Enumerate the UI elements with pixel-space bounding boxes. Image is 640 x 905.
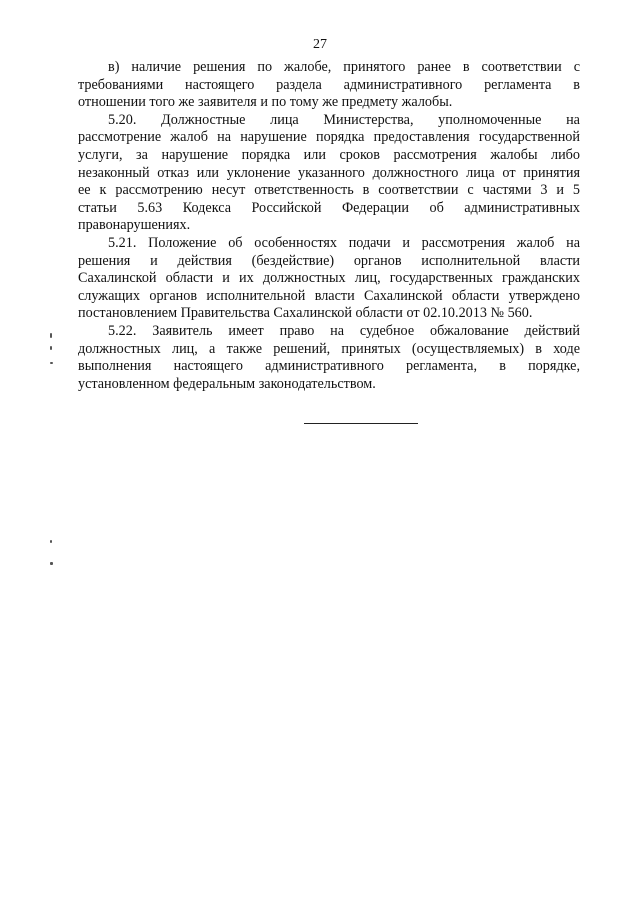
text-line: 5.20. Должностные лица Министерства, уполномоченные на xyxy=(108,111,580,128)
text-line: услуги, за нарушение порядка или сроков рассмотрения жалобы либо xyxy=(78,146,580,163)
end-of-text-rule xyxy=(304,423,418,424)
text-line: установленном федеральным законодательством. xyxy=(78,375,376,392)
scan-speck xyxy=(50,540,52,543)
text-line: незаконный отказ или уклонение указанного должностного лица от принятия xyxy=(78,164,580,181)
document-body xyxy=(78,59,580,393)
text-line: ее к рассмотрению несут ответственность в соответствии с частями 3 и 5 xyxy=(78,182,580,199)
text-line: 5.22. Заявитель имеет право на судебное обжалование действий xyxy=(108,322,580,339)
text-line: должностных лиц, а также решений, принятых (осуществляемых) в ходе xyxy=(78,340,580,357)
scan-speck xyxy=(50,562,53,565)
text-line: выполнения настоящего административного регламента, в порядке, xyxy=(78,358,580,375)
text-line: отношении того же заявителя и по тому же предмету жалобы. xyxy=(78,94,453,111)
scan-speck xyxy=(50,362,53,364)
text-line: Сахалинской области и их должностных лиц, государственных гражданских xyxy=(78,270,580,287)
text-line: в) наличие решения по жалобе, принятого ранее в соответствии с xyxy=(108,59,580,75)
page-number: 27 xyxy=(313,37,327,52)
text-line: рассмотрение жалоб на нарушение порядка предоставления государственной xyxy=(78,129,580,146)
text-line: служащих органов исполнительной власти Сахалинской области утверждено xyxy=(78,287,580,304)
paragraph-5-20 xyxy=(78,112,580,235)
paragraph-5-22 xyxy=(78,323,580,393)
text-line: требованиями настоящего раздела административного регламента в xyxy=(78,76,580,93)
text-line: статьи 5.63 Кодекса Российской Федерации об административных xyxy=(78,199,580,216)
scan-speck xyxy=(50,333,52,338)
text-line: 5.21. Положение об особенностях подачи и рассмотрения жалоб на xyxy=(108,234,580,251)
text-line: правонарушениях. xyxy=(78,217,191,234)
text-line: постановлением Правительства Сахалинской области от 02.10.2013 № 560. xyxy=(78,305,533,322)
scan-speck xyxy=(50,346,52,350)
paragraph-5-21 xyxy=(78,235,580,323)
text-line: решения и действия (бездействие) органов исполнительной власти xyxy=(78,252,580,269)
paragraph-item-v xyxy=(78,59,580,112)
